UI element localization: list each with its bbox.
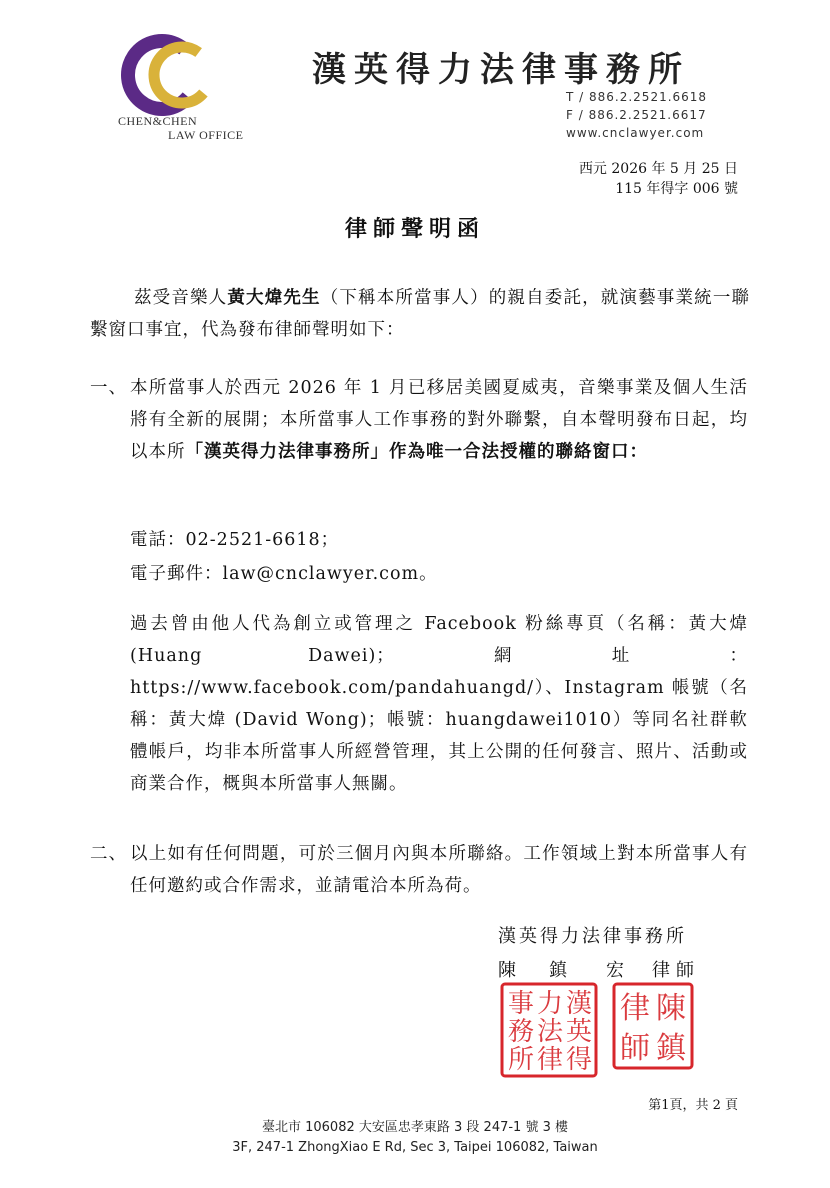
svg-text:務: 務	[508, 1017, 535, 1047]
firm-name-en-line1: CHEN&CHEN	[118, 114, 198, 128]
svg-text:漢: 漢	[566, 989, 593, 1019]
address-en: 3F, 247-1 ZhongXiao E Rd, Sec 3, Taipei 106082, Taiwan	[232, 1140, 598, 1155]
item1-marker: 一、	[90, 378, 127, 398]
telephone: T / 886.2.2521.6618	[566, 90, 708, 104]
svg-text:鎮: 鎮	[656, 1031, 686, 1066]
firm-name-zh: 漢英得力法律事務所	[312, 50, 690, 90]
reference-number: 115 年得字 006 號	[615, 181, 738, 197]
signature-lawyer	[498, 956, 700, 982]
svg-text:律: 律	[620, 991, 650, 1026]
page-number: 第1頁，共 2 頁	[648, 1098, 738, 1113]
document-title: 律師聲明函	[344, 216, 485, 242]
contact-phone: 電話：02-2521-6618；	[130, 530, 340, 550]
svg-text:律: 律	[537, 1045, 564, 1075]
item1-pre: 本所當事人於西元 2026 年 1 月已移居美國夏威夷，音樂事業及個人生活將有全新的展開；本所當事人工作事務的對外聯繫，自本聲明發布日起，均以本所	[130, 378, 748, 462]
svg-text:力: 力	[537, 989, 564, 1019]
svg-text:法: 法	[537, 1017, 564, 1047]
svg-text:所: 所	[508, 1045, 535, 1075]
intro-paragraph	[90, 282, 750, 346]
svg-text:師: 師	[620, 1031, 650, 1066]
item2-paragraph: 以上如有任何問題，可於三個月內與本所聯絡。工作領域上對本所當事人有任何邀約或合作需求，並請電洽本所為荷。	[130, 844, 748, 896]
address-zh: 臺北市 106082 大安區忠孝東路 3 段 247-1 號 3 樓	[261, 1120, 568, 1135]
fax: F / 886.2.2521.6617	[566, 108, 707, 122]
firm-name-en-line2: LAW OFFICE	[168, 128, 244, 142]
item2-marker: 二、	[90, 844, 127, 864]
social-media-note: 過去曾由他人代為創立或管理之 Facebook 粉絲專頁（名稱：黃大煒(Huang Dawei)；網址：https://www.facebook.com/pandahuangd/）、Instagram 帳號（名稱：黃大煒 (David Wong)；帳號：huangdawei1010）等同名社群軟體帳戶，均非本所當事人所經營管理，其上公開的任何發言、照片、活動或商業合作，概與本所當事人無關。	[130, 614, 748, 794]
client-name: 黃大煒先生	[227, 288, 321, 308]
item1-paragraph	[130, 372, 748, 468]
intro-pre: 茲受音樂人	[134, 288, 228, 308]
svg-text:事: 事	[508, 989, 535, 1019]
svg-text:英: 英	[566, 1017, 593, 1047]
firm-seal-stamp	[500, 982, 598, 1078]
lawyer-char-2: 鎮	[549, 960, 567, 981]
contact-email: 電子郵件：law@cnclawyer.com。	[130, 564, 438, 584]
svg-text:陳: 陳	[656, 991, 686, 1026]
lawyer-title: 律師	[652, 960, 700, 981]
lawyer-char-1: 陳	[498, 960, 516, 981]
signature-firm: 漢英得力法律事務所	[498, 926, 687, 947]
website: www.cnclawyer.com	[566, 126, 705, 140]
cc-logo-icon	[120, 30, 220, 120]
lawyer-char-3: 宏	[606, 960, 624, 981]
contact-block	[130, 523, 750, 591]
letter-date: 西元 2026 年 5 月 25 日	[578, 161, 738, 177]
intro-post: （下稱本所當事人）的親自委託，就演藝事業統一聯繫窗口事宜，代為發布律師聲明如下：	[90, 288, 750, 340]
item1-bold: 「漢英得力法律事務所」作為唯一合法授權的聯絡窗口：	[185, 442, 648, 462]
svg-text:得: 得	[566, 1045, 593, 1075]
lawyer-seal-stamp	[612, 982, 694, 1070]
